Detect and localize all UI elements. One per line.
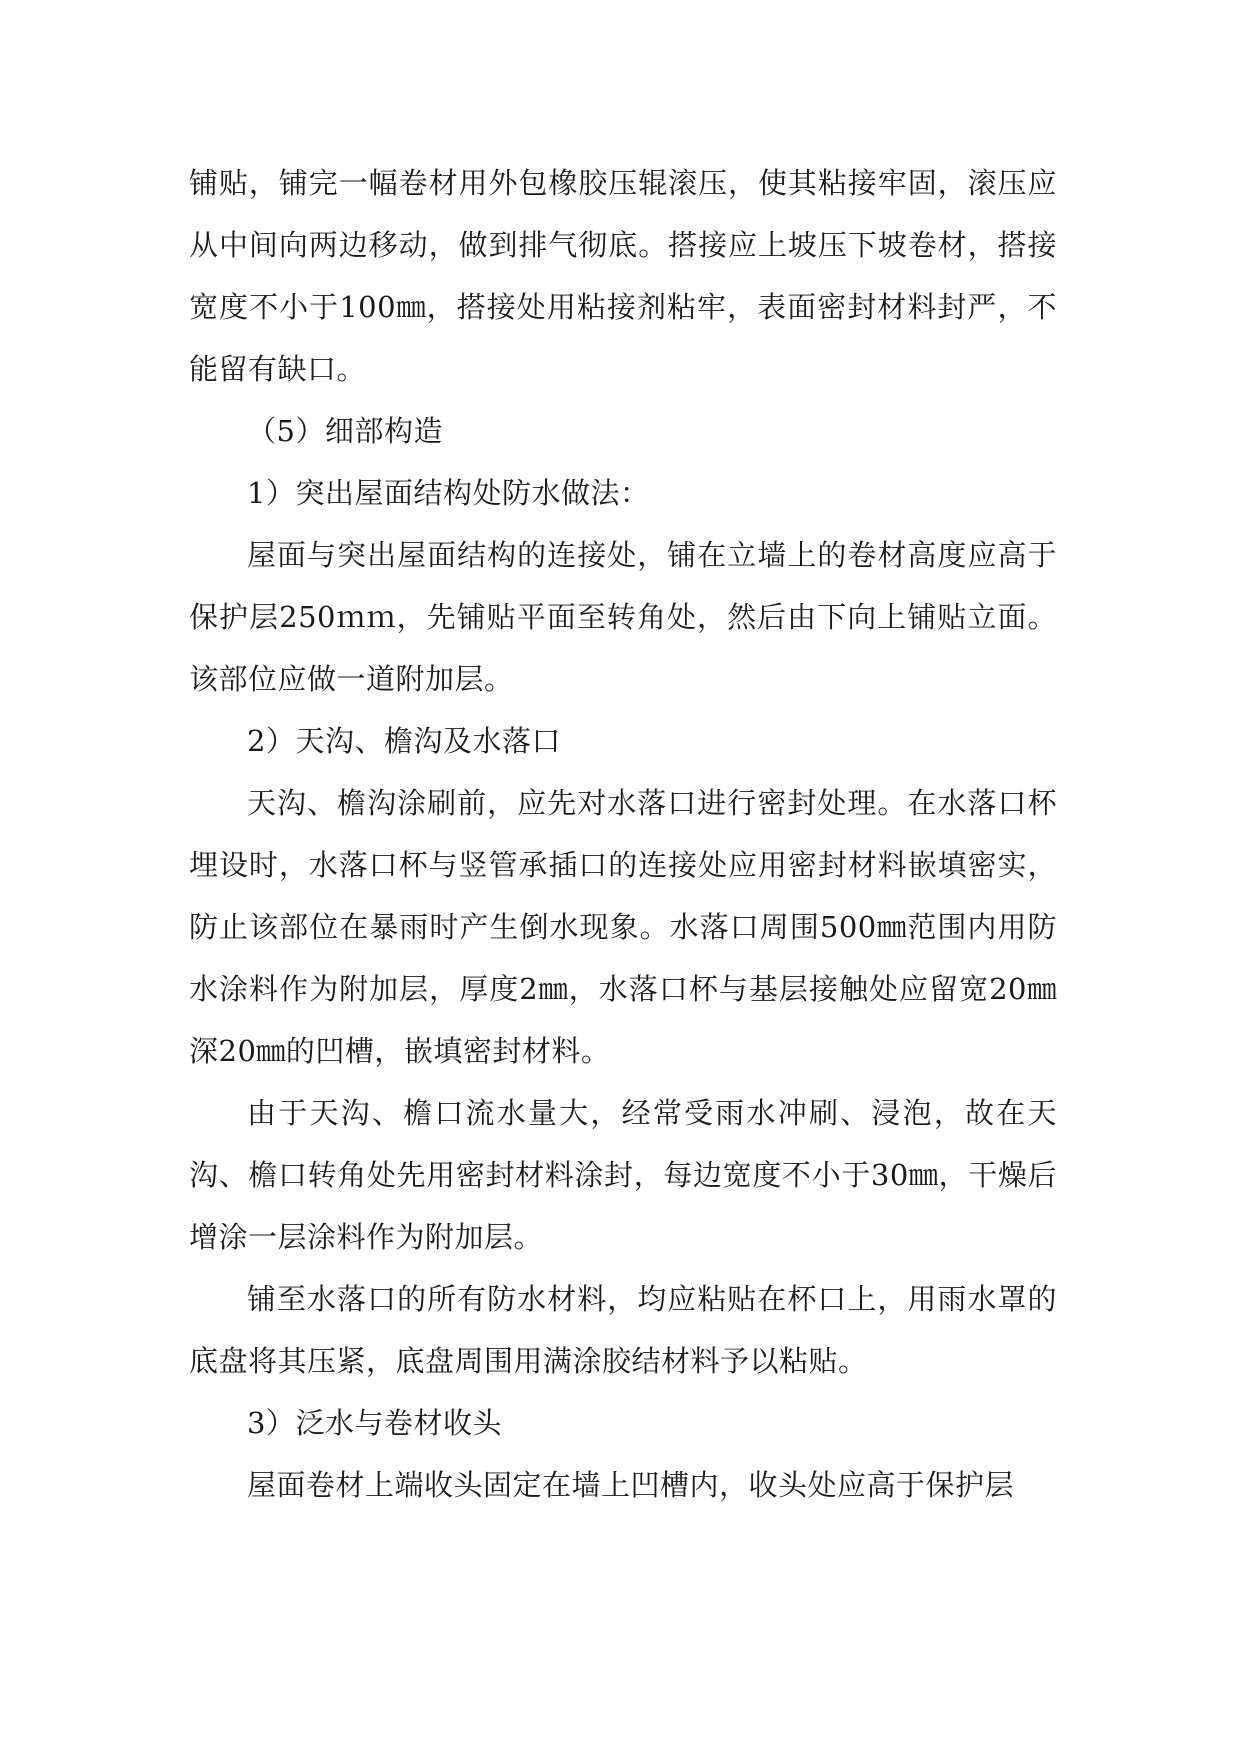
paragraph-flashing: 屋面卷材上端收头固定在墙上凹槽内，收头处应高于保护层 [247,1468,1015,1502]
paragraph-gutter-drain-sealing: 天沟、檐沟涂刷前，应先对水落口进行密封处理。在水落口杯埋设时，水落口杯与竖管承插口的连接处应用密封材料嵌填密实，防止该部位在暴雨时产生倒水现象。水落口周围500㎜范围内用防水涂料作为附加层，厚度2㎜，水落口杯与基层接触处应留宽20㎜深20㎜的凹槽，嵌填密封材料。 [189,786,1057,1068]
paragraph-protruding-structure: 屋面与突出屋面结构的连接处，铺在立墙上的卷材高度应高于保护层250ｍｍ，先铺贴平面至转角处，然后由下向上铺贴立面。该部位应做一道附加层。 [189,538,1057,696]
subheading-gutter-drain: 2）天沟、檐沟及水落口 [247,724,561,758]
paragraph-gutter-corner: 由于天沟、檐口流水量大，经常受雨水冲刷、浸泡，故在天沟、檐口转角处先用密封材料涂封，每边宽度不小于30㎜，干燥后增涂一层涂料作为附加层。 [189,1096,1057,1254]
subheading-protruding-structure: 1）突出屋面结构处防水做法： [247,476,650,510]
document-body [189,152,1057,1516]
section-heading-detail-construction: （5）细部构造 [247,414,443,448]
paragraph-continuation: 铺贴，铺完一幅卷材用外包橡胶压辊滚压，使其粘接牢固，滚压应从中间向两边移动，做到排气彻底。搭接应上坡压下坡卷材，搭接宽度不小于100㎜，搭接处用粘接剂粘牢，表面密封材料封严，不能留有缺口。 [189,166,1057,386]
paragraph-drain-materials: 铺至水落口的所有防水材料，均应粘贴在杯口上，用雨水罩的底盘将其压紧，底盘周围用满涂胶结材料予以粘贴。 [189,1282,1057,1378]
subheading-flashing: 3）泛水与卷材收头 [247,1406,502,1440]
